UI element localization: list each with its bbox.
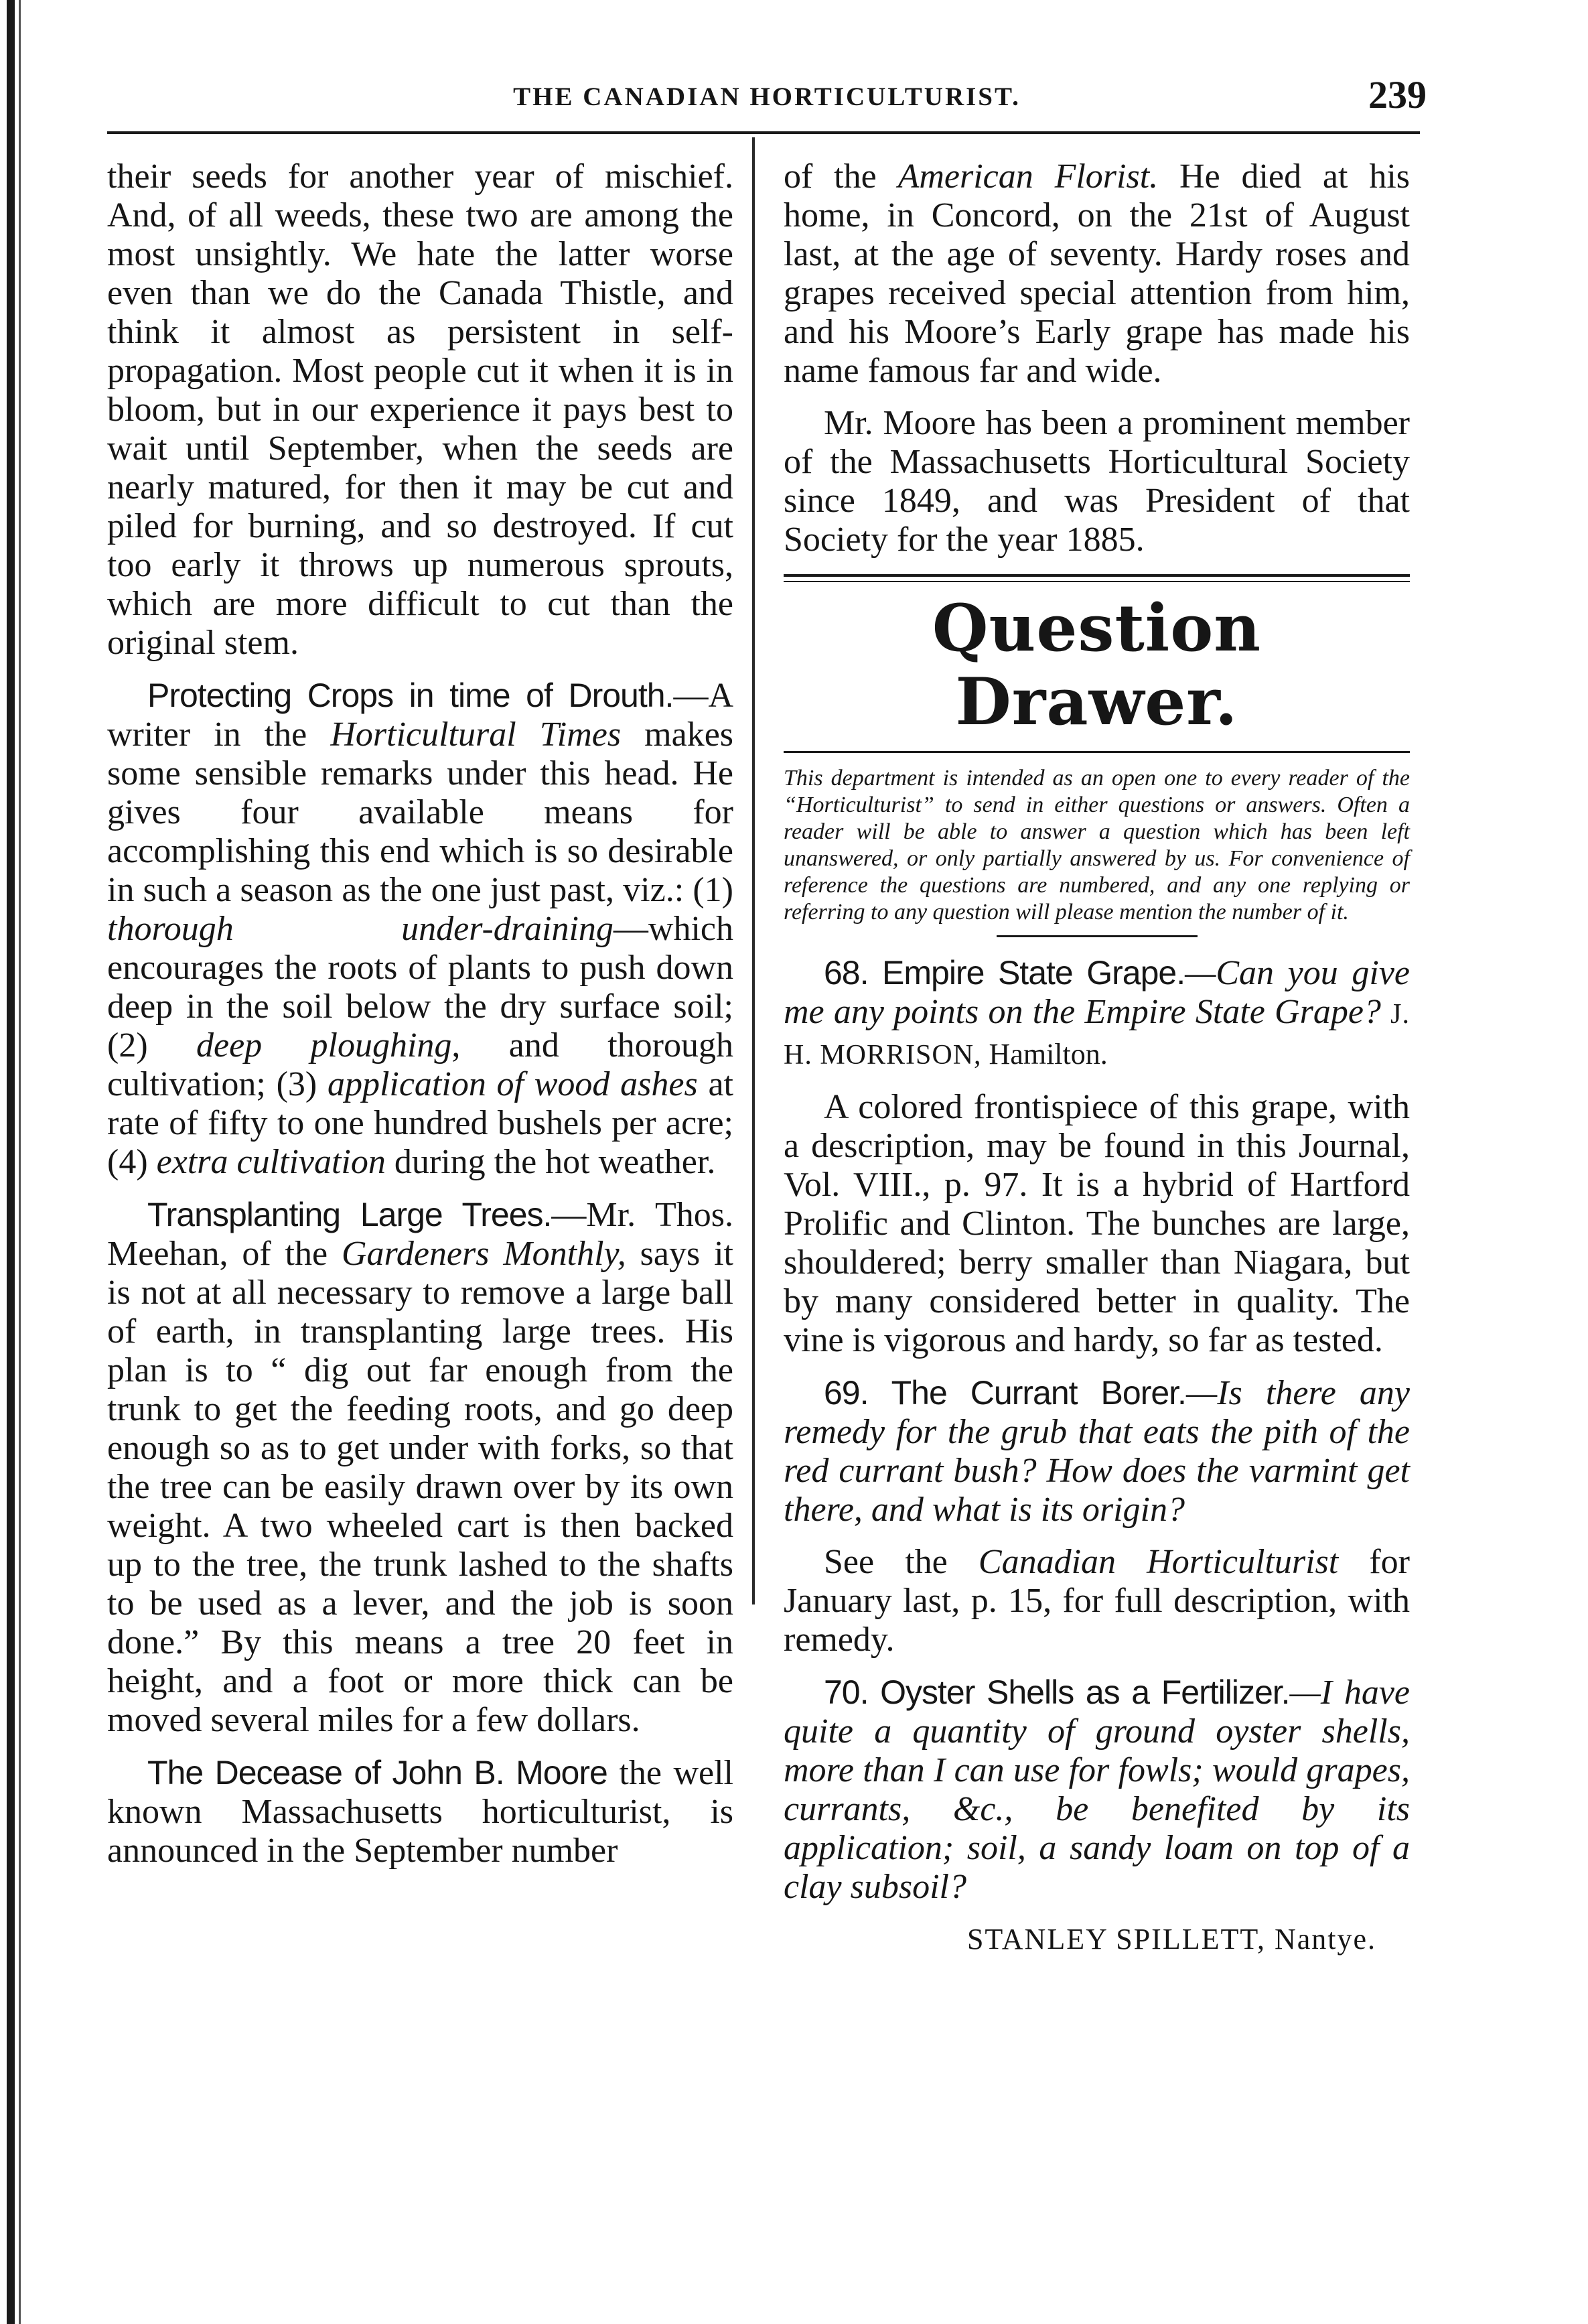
page-edge-shadow: [7, 0, 15, 2324]
moore-society-paragraph: Mr. Moore has been a prominent member of the Massachusetts Horticultural Society since 1849, and was President of that Society for the year 1885.: [784, 404, 1410, 559]
question-68-heading: 68. Empire State Grape.: [824, 954, 1185, 992]
answer-68: A colored frontispiece of this grape, with a description, may be found in this Journal, Vol. VIII., p. 97. It is a hybrid of Hartford Prolific and Clinton. The bunches are large, shouldered; berry smaller than Niagara, but by many considered better in quality. The vine is vigorous and hardy, so far as tested.: [784, 1088, 1410, 1359]
weeds-paragraph: their seeds for another year of mischief. And, of all weeds, these two are among the most unsightly. We hate the latter worse even than we do the Canada Thistle, and think it almost as persistent in self-propagation. Most people cut it when it is in bloom, but in our experience it pays best to wait until September, when the seeds are nearly matured, for then it may be cut and piled for burning, and so destroyed. If cut too early it throws up numerous sprouts, which are more difficult to cut than the original stem.: [107, 157, 733, 662]
left-column: [107, 157, 733, 1884]
drouth-heading: Protecting Crops in time of Drouth.: [147, 677, 674, 714]
question-70: 70. Oyster Shells as a Fertilizer.—I have quite a quantity of ground oyster shells, more than I can use for fowls; would grapes, currants, &c., be benefited by its application; soil, a sandy loam on top of a clay subsoil?: [784, 1673, 1411, 1906]
answer-69: See the Canadian Horticulturist for January last, p. 15, for full description, with remedy.: [784, 1543, 1410, 1659]
page-edge-line: [19, 0, 21, 2324]
question-70-signature: STANLEY SPILLETT, Nantye.: [966, 1923, 1376, 1956]
note-divider: [997, 935, 1198, 937]
department-note: This department is intended as an open one to every reader of the “Horticulturist” to send in either questions or answers. Often a reader will be able to answer a question which has been left unanswered, or only partially answered by us. For convenience of reference the questions are numbered, and any one replying or referring to any question will please mention the number of it.: [784, 766, 1410, 925]
question-drawer-heading: Question Drawer.: [932, 590, 1262, 740]
section-rule-bottom: [784, 751, 1410, 753]
question-68-author: J. H. MORRISON,: [784, 999, 1411, 1071]
moore-continued: of the American Florist. He died at his home, in Concord, on the 21st of August last, at the age of seventy. Hardy roses and grapes received special attention from him, and his Moore’s Early grape has made his name famous far and wide.: [784, 157, 1411, 390]
transplanting-paragraph: Transplanting Large Trees.—Mr. Thos. Meehan, of the Gardeners Monthly, says it is not at all necessary to remove a large ball of earth, in transplanting large trees. His plan is to “ dig out far enough from the trunk to get the feeding roots, and go deep enough so as to get under with forks, so that the tree can be easily drawn over by its own weight. A two wheeled cart is then backed up to the tree, the trunk lashed to the shafts to be used as a lever, and the job is soon done.” By this means a tree 20 feet in height, and a foot or more thick can be moved several miles for a few dollars.: [107, 1196, 733, 1739]
section-rule-top: [784, 574, 1410, 582]
moore-paragraph: The Decease of John B. Moore the well known Massachusetts horticulturist, is announced in the September number: [107, 1754, 733, 1870]
column-divider: [752, 137, 755, 1604]
journal-title: THE CANADIAN HORTICULTURIST.: [513, 82, 1021, 111]
right-column: [784, 157, 1410, 1972]
moore-heading: The Decease of John B. Moore: [147, 1754, 607, 1791]
page-number: 239: [1368, 73, 1427, 117]
question-68: 68. Empire State Grape.—Can you give me any points on the Empire State Grape? J. H. MORRISON, Hamilton.: [784, 954, 1411, 1071]
running-header: [107, 72, 1427, 126]
header-rule: [107, 131, 1420, 134]
drouth-paragraph: Protecting Crops in time of Drouth.—A writer in the Horticultural Times makes some sensible remarks under this head. He gives four available means for accomplishing this end which is so desirable in such a season as the one just past, viz.: (1) thorough under-draining—which encourages the roots of plants to push down deep in the soil below the dry surface soil; (2) deep ploughing, and thorough cultivation; (3) application of wood ashes at rate of fifty to one hundred bushels per acre; (4) extra cultivation during the hot weather.: [107, 677, 734, 1181]
question-69-heading: 69. The Currant Borer.: [824, 1374, 1186, 1412]
question-70-heading: 70. Oyster Shells as a Fertilizer.: [824, 1673, 1290, 1711]
transplanting-heading: Transplanting Large Trees.: [147, 1196, 552, 1233]
question-69: 69. The Currant Borer.—Is there any remedy for the grub that eats the pith of the red currant bush? How does the varmint get there, and what is its origin?: [784, 1374, 1410, 1529]
